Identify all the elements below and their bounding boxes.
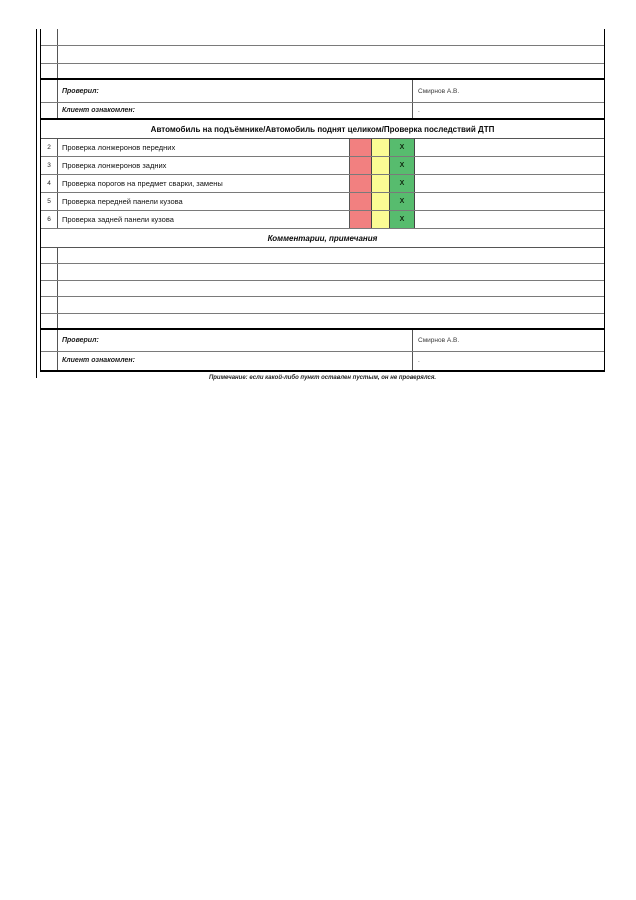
comment-cell	[58, 264, 604, 279]
client-label: Клиент ознакомлен:	[58, 352, 413, 370]
row-number-cell	[41, 29, 58, 45]
status-cell-red	[350, 193, 372, 210]
comment-row	[41, 248, 604, 264]
status-mark: X	[399, 198, 405, 205]
status-cell-green	[390, 157, 415, 174]
comment-cell	[58, 297, 604, 312]
comment-row	[41, 297, 604, 313]
empty-cell	[58, 46, 604, 63]
item-number: 5	[41, 193, 58, 210]
status-mark: X	[399, 180, 405, 187]
client-value: .	[418, 357, 420, 365]
empty-cell	[58, 64, 604, 78]
item-label: Проверка лонжеронов задних	[58, 157, 350, 174]
comments-title: Комментарии, примечания	[267, 233, 378, 243]
row-number-cell	[41, 281, 58, 296]
status-cell-green	[390, 175, 415, 192]
footnote: Примечание: если какой-либо пункт оставлен пустым, он не проверялся.	[208, 375, 437, 381]
notes-cell	[415, 175, 604, 192]
inspection-table	[40, 29, 605, 372]
client-row	[41, 103, 604, 120]
empty-row	[41, 46, 604, 64]
reviewer-label: Проверил:	[58, 80, 413, 102]
status-cell-green	[390, 139, 415, 156]
status-cell-yellow	[372, 211, 390, 228]
row-number-cell	[41, 314, 58, 328]
status-cell-yellow	[372, 175, 390, 192]
status-cell-red	[350, 157, 372, 174]
comments-header-row	[41, 229, 604, 248]
status-cell-yellow	[372, 157, 390, 174]
section-header-row	[41, 120, 604, 139]
reviewer-row	[41, 80, 604, 103]
table-outer-double-border	[36, 29, 37, 378]
empty-row	[41, 64, 604, 80]
reviewer-value: Смирнов А.В.	[418, 336, 460, 344]
section-title: Автомобиль на подъёмнике/Автомобиль поднят целиком/Проверка последствий ДТП	[150, 124, 495, 134]
reviewer-value: Смирнов А.В.	[418, 87, 460, 95]
empty-row	[41, 29, 604, 46]
status-cell-green	[390, 193, 415, 210]
status-mark: X	[399, 162, 405, 169]
row-number-cell	[41, 46, 58, 63]
item-label: Проверка лонжеронов передних	[58, 139, 350, 156]
notes-cell	[415, 157, 604, 174]
notes-cell	[415, 139, 604, 156]
comment-row	[41, 264, 604, 280]
row-number-cell	[41, 297, 58, 312]
item-label: Проверка передней панели кузова	[58, 193, 350, 210]
notes-cell	[415, 211, 604, 228]
item-label: Проверка порогов на предмет сварки, замены	[58, 175, 350, 192]
comment-row	[41, 281, 604, 297]
row-number-cell	[41, 80, 58, 102]
client-value: .	[418, 107, 420, 114]
comment-row	[41, 314, 604, 330]
row-number-cell	[41, 248, 58, 263]
checklist-row	[41, 175, 604, 193]
item-number: 4	[41, 175, 58, 192]
status-cell-yellow	[372, 139, 390, 156]
item-number: 2	[41, 139, 58, 156]
item-number: 3	[41, 157, 58, 174]
client-row	[41, 352, 604, 372]
reviewer-label: Проверил:	[58, 330, 413, 351]
row-number-cell	[41, 264, 58, 279]
checklist-row	[41, 157, 604, 175]
row-number-cell	[41, 103, 58, 118]
status-cell-red	[350, 211, 372, 228]
checklist-row	[41, 193, 604, 211]
checklist-row	[41, 139, 604, 157]
status-cell-green	[390, 211, 415, 228]
comment-cell	[58, 314, 604, 328]
row-number-cell	[41, 64, 58, 78]
status-cell-red	[350, 139, 372, 156]
row-number-cell	[41, 352, 58, 370]
comment-cell	[58, 281, 604, 296]
status-mark: X	[399, 216, 405, 223]
status-cell-yellow	[372, 193, 390, 210]
checklist-row	[41, 211, 604, 229]
empty-cell	[58, 29, 604, 45]
status-cell-red	[350, 175, 372, 192]
comment-cell	[58, 248, 604, 263]
item-label: Проверка задней панели кузова	[58, 211, 350, 228]
client-label: Клиент ознакомлен:	[58, 103, 413, 118]
row-number-cell	[41, 330, 58, 351]
item-number: 6	[41, 211, 58, 228]
status-mark: X	[399, 144, 405, 151]
notes-cell	[415, 193, 604, 210]
reviewer-row	[41, 330, 604, 352]
